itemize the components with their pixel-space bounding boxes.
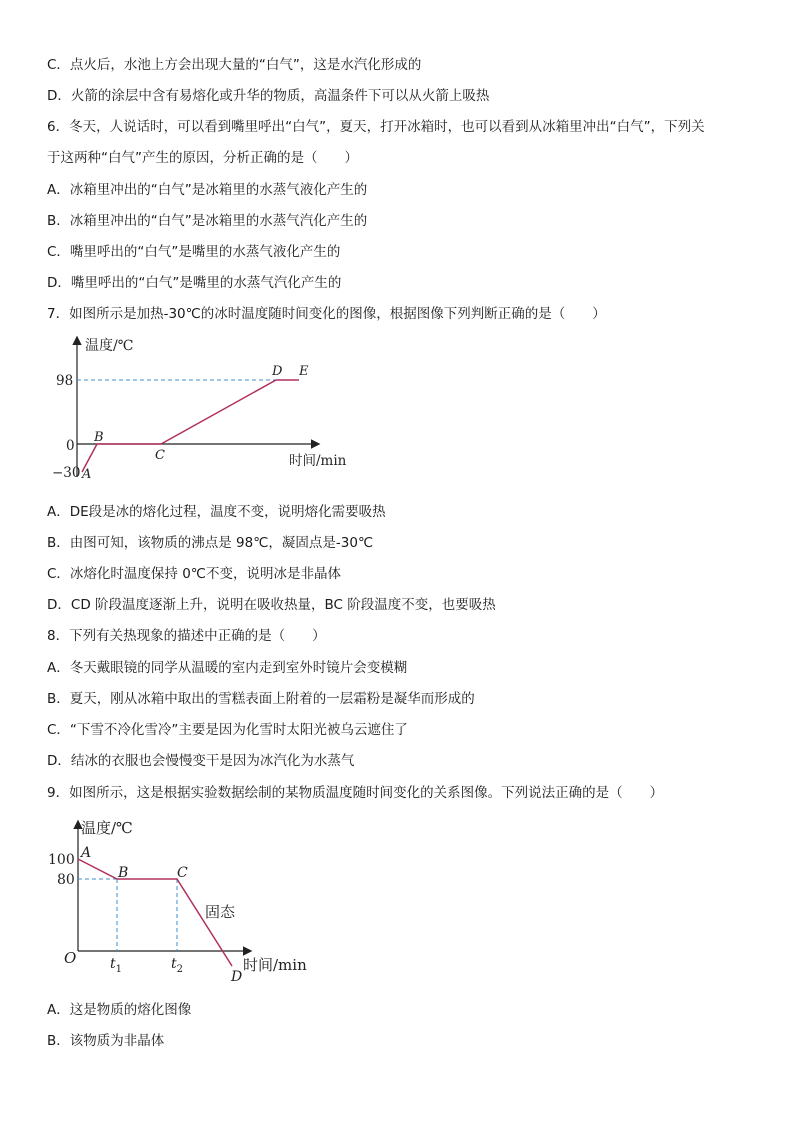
question-8-stem: 8．下列有关热现象的描述中正确的是（ ） — [47, 628, 326, 644]
y-tick-neg30: −30 — [52, 465, 81, 481]
option-a-q6: A．冰箱里冲出的“白气”是冰箱里的水蒸气液化产生的 — [47, 182, 368, 198]
question-6-stem-cont: 于这两种“白气”产生的原因，分析正确的是（ ） — [47, 150, 358, 166]
option-b-q8: B．夏天，刚从冰箱中取出的雪糕表面上附着的一层霜粉是凝华而形成的 — [47, 691, 475, 707]
x-axis-label: 时间/min — [243, 956, 307, 974]
question-9-stem: 9．如图所示，这是根据实验数据绘制的某物质温度随时间变化的关系图像。下列说法正确的是（ ） — [47, 785, 664, 801]
y-tick-80: 80 — [57, 872, 75, 888]
y-tick-100: 100 — [48, 852, 75, 868]
option-a-q9: A．这是物质的熔化图像 — [47, 1002, 192, 1018]
option-c-q5: C．点火后，水池上方会出现大量的“白气”，这是水汽化形成的 — [47, 57, 422, 73]
annotation-solid-state: 固态 — [205, 903, 236, 921]
option-b-q9: B．该物质为非晶体 — [47, 1033, 165, 1049]
option-a-q7: A．DE段是冰的熔化过程，温度不变，说明熔化需要吸热 — [47, 504, 386, 520]
option-b-q6: B．冰箱里冲出的“白气”是冰箱里的水蒸气汽化产生的 — [47, 213, 368, 229]
option-d-q6: D．嘴里呼出的“白气”是嘴里的水蒸气汽化产生的 — [47, 275, 342, 291]
option-c-q7: C．冰熔化时温度保持 0℃不变，说明冰是非晶体 — [47, 566, 341, 582]
option-c-q8: C．“下雪不冷化雪冷”主要是因为化雪时太阳光被乌云遮住了 — [47, 722, 408, 738]
y-tick-0: 0 — [66, 438, 75, 454]
point-a: A — [82, 467, 92, 482]
option-c-q6: C．嘴里呼出的“白气”是嘴里的水蒸气液化产生的 — [47, 244, 341, 260]
point-b: B — [94, 430, 104, 445]
point-e: E — [299, 364, 309, 379]
y-axis-label: 温度/℃ — [85, 338, 134, 354]
x-axis-label: 时间/min — [289, 453, 347, 469]
t1-label: $t_1$ — [110, 956, 123, 975]
option-d-q8: D．结冰的衣服也会慢慢变干是因为冰汽化为水蒸气 — [47, 753, 355, 769]
option-b-q7: B．由图可知，该物质的沸点是 98℃，凝固点是-30℃ — [47, 535, 374, 551]
y-axis-label: 温度/℃ — [81, 819, 133, 837]
option-d-q7: D．CD 阶段温度逐渐上升，说明在吸收热量，BC 阶段温度不变，也要吸热 — [47, 597, 496, 613]
point-c: C — [177, 865, 188, 881]
y-tick-98: 98 — [56, 373, 74, 389]
option-d-q5: D．火箭的涂层中含有易熔化或升华的物质，高温条件下可以从火箭上吸热 — [47, 88, 490, 104]
origin-label: O — [64, 949, 77, 967]
cooling-curve-chart-2 — [40, 812, 330, 987]
point-b: B — [118, 865, 129, 881]
point-c: C — [155, 448, 165, 463]
point-d: D — [231, 969, 243, 985]
question-6-stem: 6．冬天，人说话时，可以看到嘴里呼出“白气”，夏天，打开冰箱时，也可以看到从冰箱里冲出“白气”，下列关 — [47, 119, 705, 135]
option-a-q8: A．冬天戴眼镜的同学从温暖的室内走到室外时镜片会变模糊 — [47, 660, 408, 676]
temperature-curve — [82, 380, 299, 472]
t2-label: $t_2$ — [171, 956, 184, 975]
question-7-stem: 7．如图所示是加热-30℃的冰时温度随时间变化的图像，根据图像下列判断正确的是（ ） — [47, 306, 606, 322]
heating-curve-chart-1 — [40, 332, 370, 482]
point-d: D — [272, 364, 283, 379]
point-a: A — [81, 845, 92, 861]
